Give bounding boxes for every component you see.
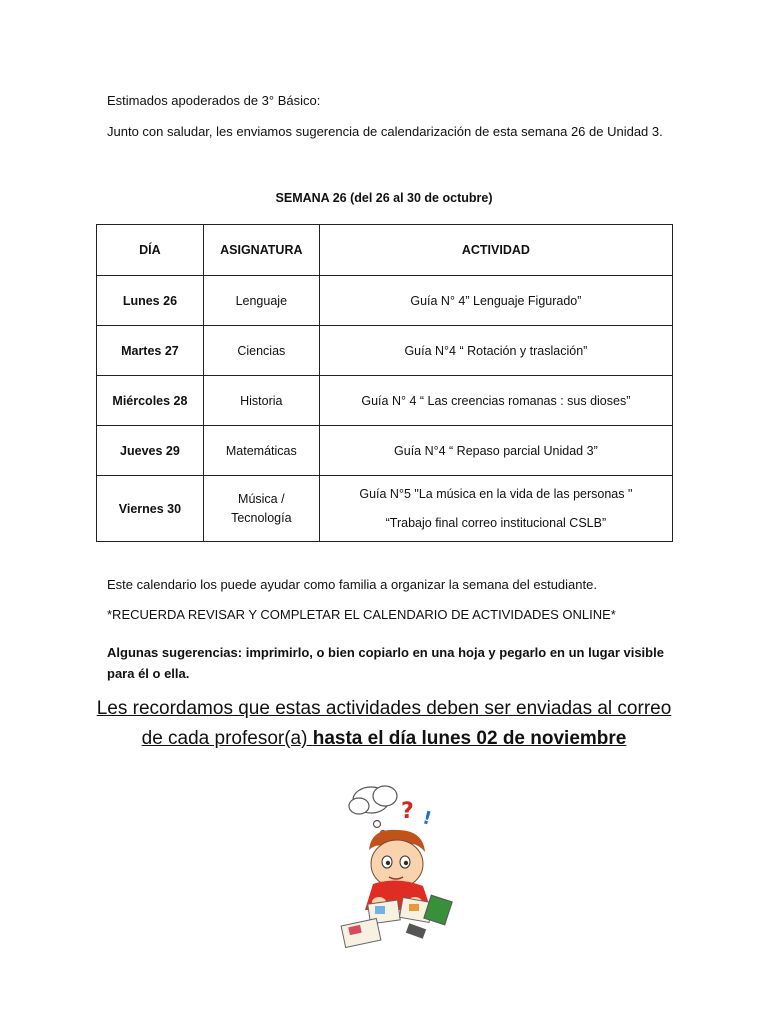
reminder-line2: de cada profesor(a) [141, 728, 313, 749]
day-cell: Miércoles 28 [97, 376, 204, 426]
day-cell: Lunes 26 [97, 276, 204, 326]
activity-line: Guía N°5 "La música en la vida de las personas " [359, 486, 633, 501]
header-day: DÍA [97, 225, 204, 276]
activity-cell [319, 476, 672, 542]
day-cell: Viernes 30 [97, 476, 204, 542]
reminder-deadline: hasta el día lunes 02 de noviembre [312, 728, 627, 749]
student-thinking-illustration [339, 780, 455, 948]
exclamation-mark-icon: ! [420, 807, 434, 830]
activity-cell: Guía N°4 “ Repaso parcial Unidad 3” [319, 426, 672, 476]
intro-paragraph: Junto con saludar, les enviamos sugerencia de calendarización de esta semana 26 de Unidad 3. [107, 124, 663, 139]
header-subject: ASIGNATURA [203, 225, 319, 276]
table-row [97, 276, 673, 326]
subject-cell: Lenguaje [203, 276, 319, 326]
table-row [97, 426, 673, 476]
day-cell: Jueves 29 [97, 426, 204, 476]
tips-note: Algunas sugerencias: imprimirlo, o bien copiarlo en una hoja y pegarlo en un lugar visible para él o ella. [107, 645, 664, 681]
table-row [97, 326, 673, 376]
calendar-help-note: Este calendario los puede ayudar como familia a organizar la semana del estudiante. [107, 577, 597, 592]
subject-cell: Ciencias [203, 326, 319, 376]
question-mark-icon: ? [401, 799, 414, 824]
activity-cell: Guía N° 4” Lenguaje Figurado” [319, 276, 672, 326]
online-reminder-note: *RECUERDA REVISAR Y COMPLETAR EL CALENDARIO DE ACTIVIDADES ONLINE* [107, 607, 616, 622]
schedule-table [96, 224, 673, 542]
week-title: SEMANA 26 (del 26 al 30 de octubre) [275, 191, 493, 205]
activity-cell: Guía N° 4 “ Las creencias romanas : sus dioses” [319, 376, 672, 426]
table-row [97, 476, 673, 542]
reminder-line1: Les recordamos que estas actividades deben ser enviadas al correo [96, 698, 672, 719]
header-activity: ACTIVIDAD [319, 225, 672, 276]
subject-cell [203, 476, 319, 542]
subject-line: Tecnología [231, 510, 292, 525]
activity-cell: Guía N°4 “ Rotación y traslación” [319, 326, 672, 376]
subject-line: Música / [238, 491, 285, 506]
greeting: Estimados apoderados de 3° Básico: [107, 93, 321, 108]
activity-line: “Trabajo final correo institucional CSLB” [385, 515, 607, 530]
subject-cell: Matemáticas [203, 426, 319, 476]
deadline-reminder [0, 694, 768, 754]
table-row [97, 376, 673, 426]
subject-cell: Historia [203, 376, 319, 426]
day-cell: Martes 27 [97, 326, 204, 376]
table-header-row [97, 225, 673, 276]
